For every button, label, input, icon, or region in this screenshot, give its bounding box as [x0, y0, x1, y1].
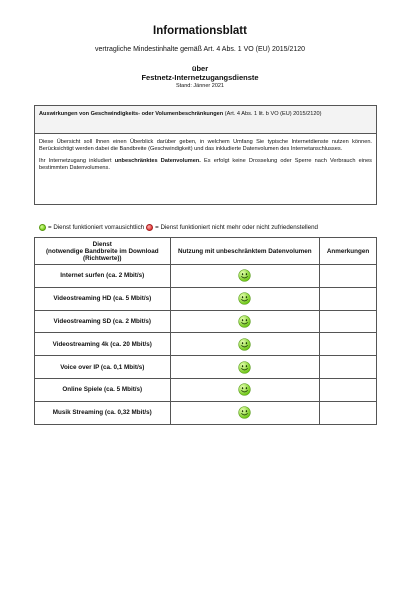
- header-usage: Nutzung mit unbeschränktem Datenvolumen: [170, 238, 320, 265]
- info-box-heading-bold: Auswirkungen von Geschwindigkeits- oder Volumenbeschränkungen: [39, 111, 224, 117]
- service-note: [320, 378, 377, 401]
- green-dot-icon: [39, 224, 46, 231]
- service-note: [320, 401, 377, 424]
- service-note: [320, 333, 377, 356]
- info-box-body: [35, 134, 376, 182]
- table-row: [35, 287, 377, 310]
- info-paragraph-2-bold: unbeschränktes Datenvolumen.: [114, 158, 201, 164]
- services-table: [34, 237, 377, 425]
- service-name: Videostreaming SD (ca. 2 Mbit/s): [35, 310, 171, 333]
- service-name: Internet surfen (ca. 2 Mbit/s): [35, 265, 171, 288]
- usage-status: [170, 310, 320, 333]
- info-box-heading: [35, 106, 376, 134]
- info-paragraph-2-post: Es erfolgt keine Drosselung oder Sperre nach Verbrauch eines bestimmten Datenvolumens.: [39, 158, 372, 171]
- legend: [37, 224, 318, 231]
- green-smiley-icon: [238, 383, 251, 396]
- service-name: Voice over IP (ca. 0,1 Mbit/s): [35, 356, 171, 379]
- green-smiley-icon: [238, 315, 251, 328]
- usage-status: [170, 333, 320, 356]
- ueber-label: über: [191, 64, 209, 73]
- table-row: [35, 310, 377, 333]
- document-subtitle: vertragliche Mindestinhalte gemäß Art. 4 Abs. 1 VO (EU) 2015/2120: [94, 46, 306, 53]
- usage-status: [170, 265, 320, 288]
- table-row: [35, 401, 377, 424]
- header-service-line2: (notwendige Bandbreite im Download (Richtwerte)): [45, 247, 159, 262]
- info-paragraph-2: [39, 158, 372, 172]
- service-title: Festnetz-Internetzugangsdienste: [141, 73, 259, 82]
- service-name: Videostreaming 4k (ca. 20 Mbit/s): [35, 333, 171, 356]
- green-smiley-icon: [238, 292, 251, 305]
- info-box-heading-reference: (Art. 4 Abs. 1 lit. b VO (EU) 2015/2120): [223, 111, 322, 117]
- usage-status: [170, 287, 320, 310]
- green-smiley-icon: [238, 361, 251, 374]
- service-note: [320, 287, 377, 310]
- table-row: [35, 333, 377, 356]
- service-note: [320, 356, 377, 379]
- info-paragraph-1: Diese Übersicht soll Ihnen einen Überblick darüber geben, in welchem Umfang Sie typische Internetdienste nutzen können. Berücksichtigt werden dabei die Bandbreite (Geschwindigkeit) und das inkludierte Datenvolumen des Internetanschlusses.: [39, 139, 372, 152]
- service-name: Videostreaming HD (ca. 5 Mbit/s): [35, 287, 171, 310]
- header-notes: Anmerkungen: [320, 238, 377, 265]
- table-row: [35, 265, 377, 288]
- service-note: [320, 265, 377, 288]
- service-name: Musik Streaming (ca. 0,32 Mbit/s): [35, 401, 171, 424]
- service-note: [320, 310, 377, 333]
- table-header-row: [35, 238, 377, 265]
- green-smiley-icon: [238, 269, 251, 282]
- usage-status: [170, 356, 320, 379]
- header-service-line1: Dienst: [92, 240, 112, 248]
- header-service: [35, 238, 171, 265]
- usage-status: [170, 378, 320, 401]
- info-paragraph-2-pre: Ihr Internetzugang inkludiert: [39, 158, 115, 164]
- info-box: [34, 105, 377, 205]
- table-row: [35, 378, 377, 401]
- legend-green-text: = Dienst funktioniert vorrausichtlich: [48, 224, 145, 231]
- table-row: [35, 356, 377, 379]
- service-name: Online Spiele (ca. 5 Mbit/s): [35, 378, 171, 401]
- stand-date: Stand: Jänner 2021: [175, 83, 224, 89]
- green-smiley-icon: [238, 338, 251, 351]
- red-dot-icon: [146, 224, 153, 231]
- usage-status: [170, 401, 320, 424]
- green-smiley-icon: [238, 406, 251, 419]
- document-title: Informationsblatt: [153, 25, 247, 37]
- legend-red-text: = Dienst funktioniert nicht mehr oder nicht zufriedenstellend: [155, 224, 318, 231]
